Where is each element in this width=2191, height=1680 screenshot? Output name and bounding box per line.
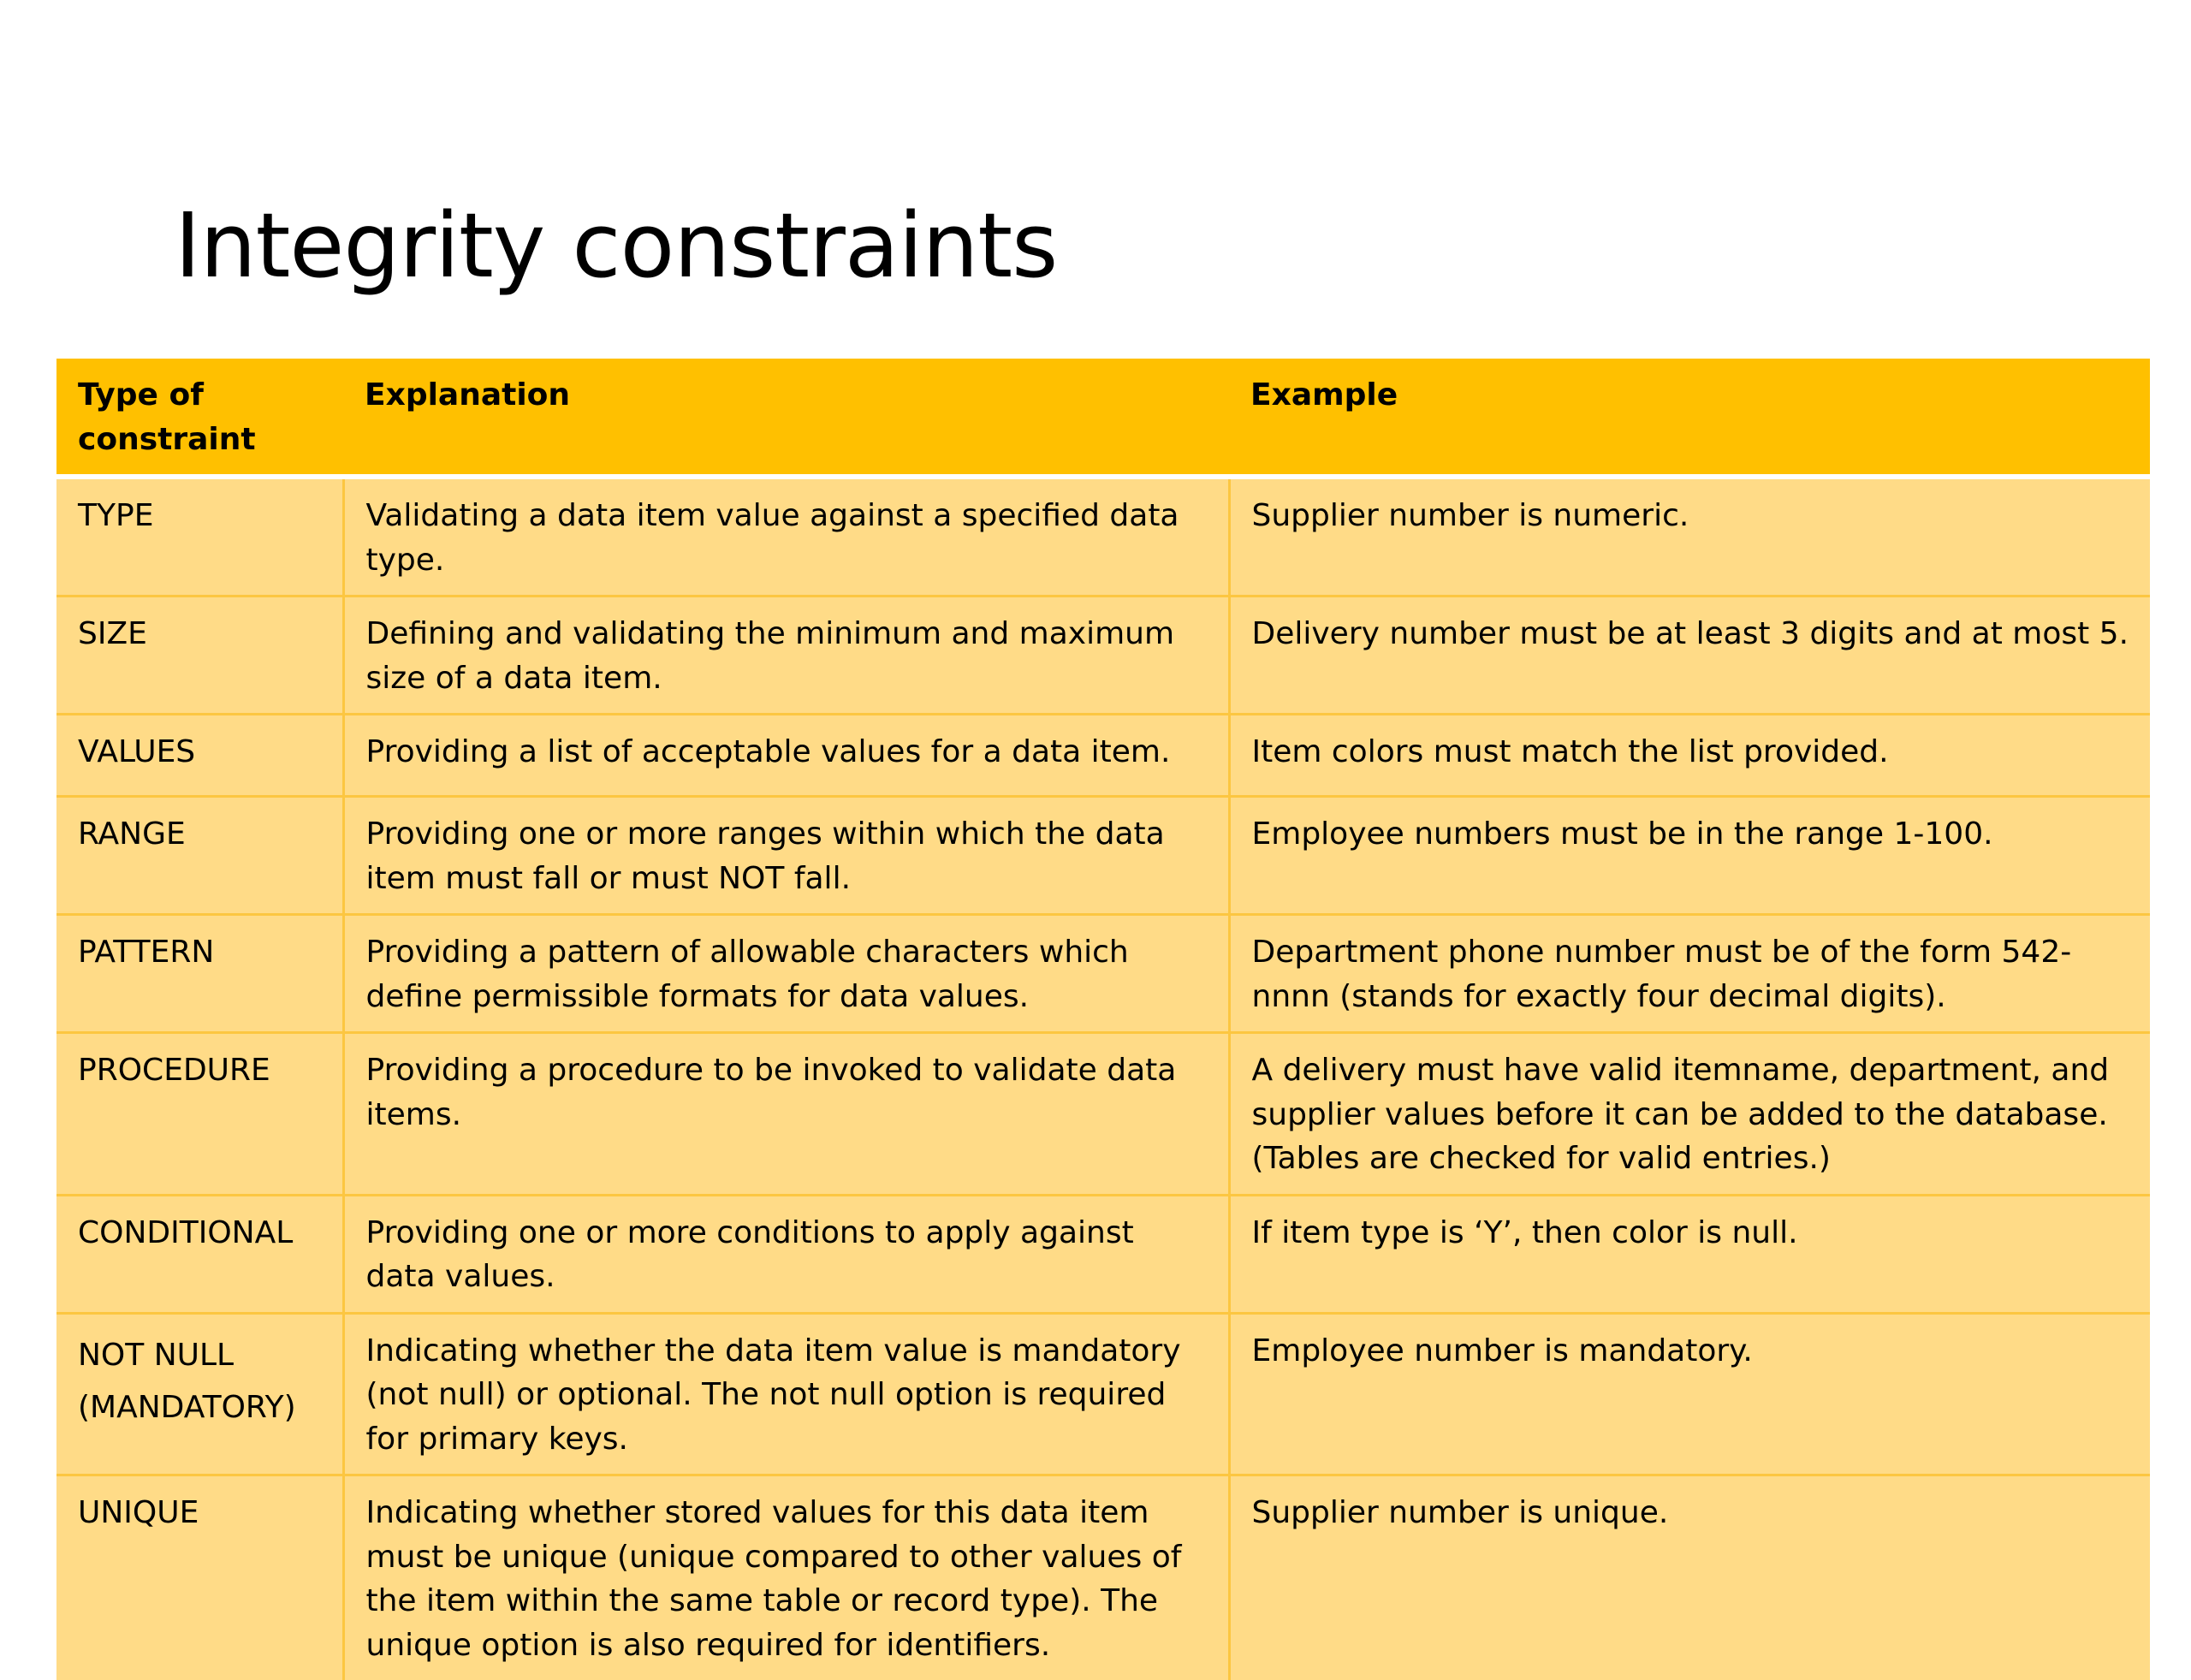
constraint-type-cell: UNIQUE <box>56 1475 343 1680</box>
slide-title: Integrity constraints <box>175 190 1057 301</box>
header-type-of-constraint: Type of constraint <box>56 359 343 477</box>
constraint-type-cell: CONDITIONAL <box>56 1195 343 1313</box>
constraint-type-cell: PATTERN <box>56 915 343 1033</box>
header-explanation: Explanation <box>343 359 1229 477</box>
example-cell: Delivery number must be at least 3 digits and at most 5. <box>1229 597 2150 715</box>
explanation-cell: Providing one or more ranges within which the data item must fall or must NOT fall. <box>343 797 1229 915</box>
constraint-type-cell: TYPE <box>56 477 343 597</box>
explanation-cell: Providing one or more conditions to apply against data values. <box>343 1195 1229 1313</box>
table-row <box>56 1033 2150 1196</box>
example-cell: Supplier number is unique. <box>1229 1475 2150 1680</box>
table-header <box>56 359 2150 477</box>
explanation-cell: Providing a procedure to be invoked to validate data items. <box>343 1033 1229 1196</box>
explanation-cell: Validating a data item value against a specified data type. <box>343 477 1229 597</box>
constraints-table <box>56 359 2150 1680</box>
table-row <box>56 477 2150 597</box>
table-body <box>56 477 2150 1680</box>
explanation-cell: Providing a pattern of allowable characters which define permissible formats for data values. <box>343 915 1229 1033</box>
table-row <box>56 597 2150 715</box>
example-cell: Employee numbers must be in the range 1-100. <box>1229 797 2150 915</box>
constraint-type-cell: PROCEDURE <box>56 1033 343 1196</box>
constraints-table-container <box>56 359 2150 1680</box>
table-row <box>56 715 2150 797</box>
table-row <box>56 1313 2150 1475</box>
header-example: Example <box>1229 359 2150 477</box>
constraint-type-cell: SIZE <box>56 597 343 715</box>
example-cell: A delivery must have valid itemname, department, and supplier values before it can be added to the database. (Tables are checked for valid entries.) <box>1229 1033 2150 1196</box>
table-row <box>56 1475 2150 1680</box>
example-cell: Employee number is mandatory. <box>1229 1313 2150 1475</box>
explanation-cell: Indicating whether the data item value is mandatory (not null) or optional. The not null option is required for primary keys. <box>343 1313 1229 1475</box>
explanation-cell: Defining and validating the minimum and maximum size of a data item. <box>343 597 1229 715</box>
example-cell: Item colors must match the list provided. <box>1229 715 2150 797</box>
table-row <box>56 797 2150 915</box>
example-cell: If item type is ‘Y’, then color is null. <box>1229 1195 2150 1313</box>
table-row <box>56 1195 2150 1313</box>
example-cell: Supplier number is numeric. <box>1229 477 2150 597</box>
example-cell: Department phone number must be of the form 542-nnnn (stands for exactly four decimal digits). <box>1229 915 2150 1033</box>
table-row <box>56 915 2150 1033</box>
header-row <box>56 359 2150 477</box>
constraint-type-cell: NOT NULL (MANDATORY) <box>56 1313 343 1475</box>
constraint-type-cell: VALUES <box>56 715 343 797</box>
explanation-cell: Indicating whether stored values for this data item must be unique (unique compared to other values of the item within the same table or record type). The unique option is also required for identifiers. <box>343 1475 1229 1680</box>
constraint-type-cell: RANGE <box>56 797 343 915</box>
explanation-cell: Providing a list of acceptable values for a data item. <box>343 715 1229 797</box>
